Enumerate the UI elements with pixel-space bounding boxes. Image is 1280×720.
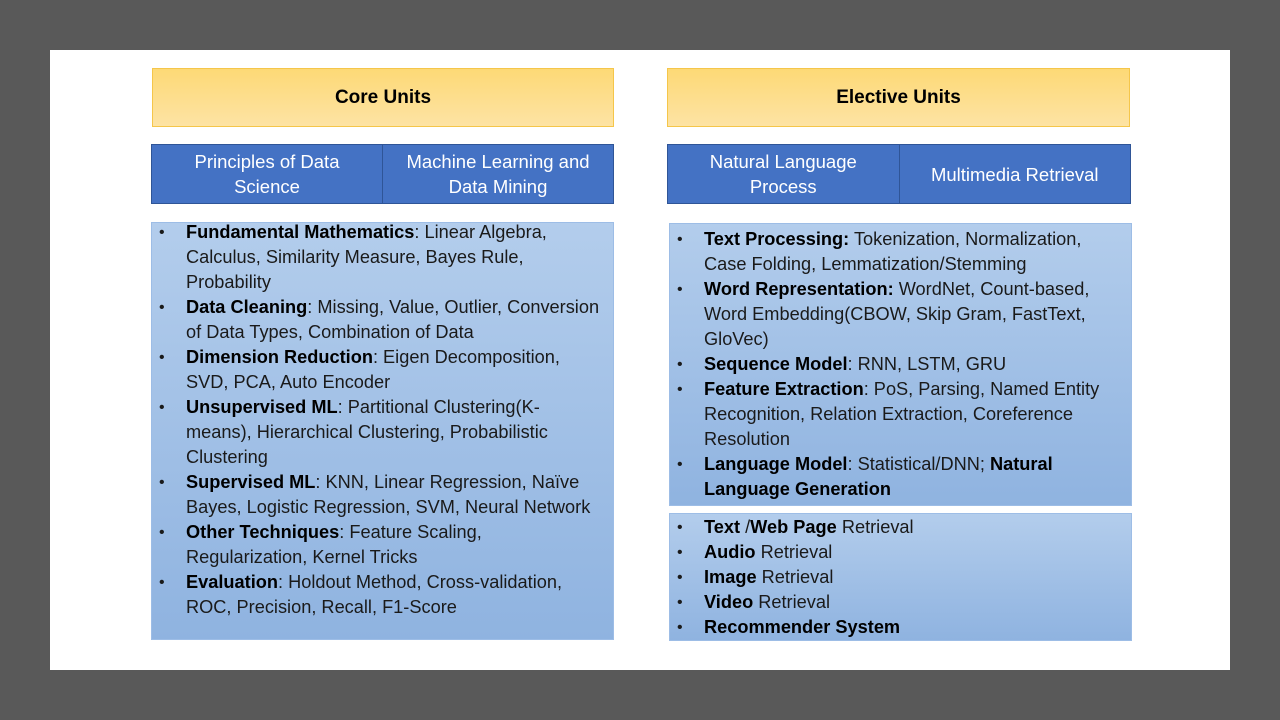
bullet-icon: • — [677, 544, 683, 561]
topic-item — [670, 540, 1119, 565]
slide — [50, 50, 1230, 670]
bullet-icon: • — [677, 231, 683, 248]
topic-detail: Retrieval — [756, 567, 834, 587]
bullet-icon: • — [677, 456, 683, 473]
elective-unit-row — [667, 144, 1131, 204]
topic-name: Audio — [704, 542, 756, 562]
core-topics-panel — [151, 222, 614, 640]
bullet-icon: • — [677, 381, 683, 398]
topic-name: Language Model — [704, 454, 848, 474]
topic-detail: Retrieval — [836, 517, 914, 537]
nlp-topics-list — [670, 227, 1119, 502]
topic-item — [670, 277, 1119, 352]
bullet-icon: • — [677, 594, 683, 611]
topic-item — [670, 515, 1119, 540]
bullet-icon: • — [677, 281, 683, 298]
topic-name: Text — [704, 517, 746, 537]
topic-detail: / — [745, 517, 751, 537]
unit-multimedia-retrieval: Multimedia Retrieval — [899, 145, 1131, 203]
topic-item — [152, 570, 601, 620]
topic-item — [152, 295, 601, 345]
bullet-icon: • — [159, 574, 165, 591]
topic-detail: Retrieval — [753, 592, 831, 612]
elective-units-title: Elective Units — [836, 86, 961, 108]
topic-detail: : Holdout Method, Cross-validation, ROC, Precision, Recall, F1-Score — [186, 572, 563, 617]
topic-item — [670, 452, 1119, 502]
bullet-icon: • — [159, 399, 165, 416]
topic-item — [670, 565, 1119, 590]
topic-name: Dimension Reduction — [186, 347, 373, 367]
topic-detail: : Linear Algebra, Calculus, Similarity Measure, Bayes Rule, Probability — [186, 222, 547, 292]
topic-name: Word Representation: — [704, 279, 894, 299]
topic-item — [670, 615, 1119, 640]
topic-name: Feature Extraction — [704, 379, 864, 399]
topic-item — [670, 352, 1119, 377]
topic-item — [152, 395, 601, 470]
retrieval-topics-panel — [669, 513, 1132, 641]
topic-name: Recommender System — [704, 617, 901, 637]
topic-detail: : KNN, Linear Regression, Naïve Bayes, Logistic Regression, SVM, Neural Network — [186, 472, 591, 517]
topic-item — [670, 227, 1119, 277]
bullet-icon: • — [159, 349, 165, 366]
core-unit-row — [151, 144, 614, 204]
topic-name: Text Processing: — [704, 229, 850, 249]
topic-item — [670, 377, 1119, 452]
topic-name: Evaluation — [186, 572, 278, 592]
unit-natural-language-process: Natural Language Process — [668, 145, 899, 203]
topic-name: Sequence Model — [704, 354, 848, 374]
topic-detail: : RNN, LSTM, GRU — [847, 354, 1007, 374]
topic-detail: : Feature Scaling, Regularization, Kernel Tricks — [186, 522, 482, 567]
topic-detail: : Statistical/DNN; — [847, 454, 990, 474]
bullet-icon: • — [159, 224, 165, 241]
bullet-icon: • — [159, 524, 165, 541]
topic-detail: : Eigen Decomposition, SVD, PCA, Auto Encoder — [186, 347, 560, 392]
topic-item — [670, 590, 1119, 615]
bullet-icon: • — [159, 474, 165, 491]
topic-detail: WordNet, Count-based, Word Embedding(CBOW, Skip Gram, FastText, GloVec) — [704, 279, 1090, 349]
topic-name: Video — [704, 592, 754, 612]
topic-name: Image — [704, 567, 757, 587]
unit-machine-learning-data-mining: Machine Learning and Data Mining — [382, 145, 613, 203]
topic-detail: Retrieval — [755, 542, 833, 562]
bullet-icon: • — [159, 299, 165, 316]
topic-detail: : Missing, Value, Outlier, Conversion of Data Types, Combination of Data — [186, 297, 600, 342]
core-units-header — [152, 68, 614, 127]
topic-name: Natural Language Generation — [704, 454, 1053, 499]
bullet-icon: • — [677, 619, 683, 636]
nlp-topics-panel — [669, 223, 1132, 506]
topic-item — [152, 520, 601, 570]
topic-name: Other Techniques — [186, 522, 340, 542]
elective-units-header — [667, 68, 1130, 127]
core-topics-list — [152, 220, 601, 620]
bullet-icon: • — [677, 569, 683, 586]
topic-detail: : PoS, Parsing, Named Entity Recognition, Relation Extraction, Coreference Resolution — [704, 379, 1100, 449]
topic-item — [152, 345, 601, 395]
topic-name: Web Page — [750, 517, 837, 537]
unit-principles-of-data-science: Principles of Data Science — [152, 145, 382, 203]
bullet-icon: • — [677, 356, 683, 373]
retrieval-topics-list — [670, 515, 1119, 640]
topic-name: Unsupervised ML — [186, 397, 338, 417]
topic-name: Fundamental Mathematics — [186, 222, 415, 242]
topic-detail: : Partitional Clustering(K-means), Hierarchical Clustering, Probabilistic Clustering — [186, 397, 548, 467]
topic-detail: Tokenization, Normalization, Case Folding, Lemmatization/Stemming — [704, 229, 1082, 274]
bullet-icon: • — [677, 519, 683, 536]
core-units-title: Core Units — [334, 86, 432, 108]
topic-item — [152, 220, 601, 295]
topic-item — [152, 470, 601, 520]
topic-name: Supervised ML — [186, 472, 316, 492]
topic-name: Data Cleaning — [186, 297, 308, 317]
